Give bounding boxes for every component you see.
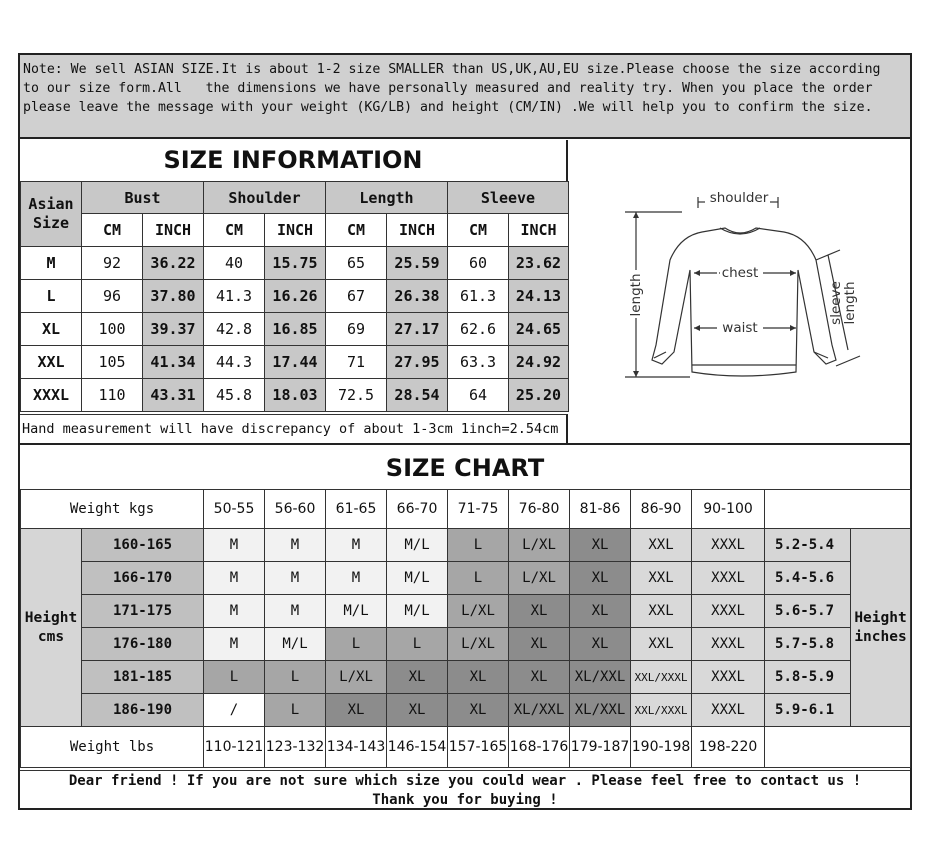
size-recommendation: M — [265, 562, 326, 595]
cm-value: 110 — [82, 379, 143, 412]
size-recommendation: L — [265, 694, 326, 727]
size-recommendation: M — [204, 562, 265, 595]
height-inch-range: 5.6-5.7 — [765, 595, 851, 628]
size-recommendation: XXXL — [692, 562, 765, 595]
height-inch-range: 5.7-5.8 — [765, 628, 851, 661]
height-cm-range: 186-190 — [82, 694, 204, 727]
inch-value: 43.31 — [143, 379, 204, 412]
size-row — [21, 313, 569, 346]
size-information-table — [20, 181, 569, 412]
height-cm-range: 171-175 — [82, 595, 204, 628]
weight-kgs-value: 86-90 — [631, 490, 692, 529]
size-recommendation: XXL — [631, 529, 692, 562]
inch-value: 25.20 — [509, 379, 569, 412]
weight-kgs-value: 76-80 — [509, 490, 570, 529]
weight-lbs-value: 168-176 — [509, 727, 570, 768]
inch-value: 27.17 — [387, 313, 448, 346]
size-recommendation: XXXL — [692, 628, 765, 661]
height-cm-range: 160-165 — [82, 529, 204, 562]
size-recommendation: XL/XXL — [509, 694, 570, 727]
size-recommendation: XL — [448, 694, 509, 727]
waist-label: waist — [722, 320, 758, 336]
size-recommendation: M/L — [326, 595, 387, 628]
unit-inch: INCH — [387, 214, 448, 247]
size-chart-table — [20, 489, 911, 768]
cm-value: 65 — [326, 247, 387, 280]
size-recommendation: L — [204, 661, 265, 694]
cm-value: 67 — [326, 280, 387, 313]
size-recommendation: L/XL — [509, 529, 570, 562]
shoulder-label: shoulder — [709, 190, 769, 206]
sweater-diagram — [570, 140, 910, 443]
size-recommendation: M — [204, 595, 265, 628]
size-recommendation: XXL/XXXL — [631, 661, 692, 694]
size-recommendation: XXXL — [692, 661, 765, 694]
size-recommendation: M — [204, 628, 265, 661]
cm-value: 62.6 — [448, 313, 509, 346]
unit-inch: INCH — [509, 214, 569, 247]
height-row — [21, 529, 911, 562]
height-inch-range: 5.4-5.6 — [765, 562, 851, 595]
cm-value: 40 — [204, 247, 265, 280]
blank-cell — [765, 727, 911, 768]
unit-cm: CM — [82, 214, 143, 247]
height-cms-label: Height cms — [21, 529, 82, 727]
size-recommendation: L — [265, 661, 326, 694]
size-recommendation: XL — [570, 628, 631, 661]
height-inches-label: Height inches — [851, 529, 911, 727]
size-recommendation: XXL — [631, 595, 692, 628]
size-recommendation: L/XL — [509, 562, 570, 595]
height-cm-range: 181-185 — [82, 661, 204, 694]
weight-lbs-label: Weight lbs — [21, 727, 204, 768]
weight-kgs-value: 66-70 — [387, 490, 448, 529]
size-label: XXL — [21, 346, 82, 379]
inch-value: 17.44 — [265, 346, 326, 379]
size-row — [21, 379, 569, 412]
height-inch-range: 5.8-5.9 — [765, 661, 851, 694]
size-recommendation: XL — [570, 595, 631, 628]
chest-label: chest — [721, 265, 759, 281]
size-label: M — [21, 247, 82, 280]
size-recommendation: M/L — [387, 595, 448, 628]
size-recommendation: M/L — [387, 562, 448, 595]
cm-value: 96 — [82, 280, 143, 313]
size-recommendation: M — [265, 595, 326, 628]
weight-lbs-value: 179-187 — [570, 727, 631, 768]
sweater-illustration — [570, 140, 910, 443]
size-recommendation: L — [448, 562, 509, 595]
size-label: L — [21, 280, 82, 313]
size-recommendation: XXL — [631, 628, 692, 661]
height-row — [21, 694, 911, 727]
inch-value: 25.59 — [387, 247, 448, 280]
cm-value: 64 — [448, 379, 509, 412]
unit-cm: CM — [326, 214, 387, 247]
footer-line-2: Thank you for buying ! — [372, 792, 558, 808]
sleeve-label-2: length — [842, 281, 858, 325]
weight-lbs-value: 134-143 — [326, 727, 387, 768]
height-row — [21, 628, 911, 661]
unit-cm: CM — [204, 214, 265, 247]
unit-inch: INCH — [265, 214, 326, 247]
cm-value: 42.8 — [204, 313, 265, 346]
height-inch-range: 5.9-6.1 — [765, 694, 851, 727]
cm-value: 100 — [82, 313, 143, 346]
cm-value: 71 — [326, 346, 387, 379]
cm-value: 69 — [326, 313, 387, 346]
size-recommendation: XXXL — [692, 529, 765, 562]
weight-kgs-value: 61-65 — [326, 490, 387, 529]
cm-value: 105 — [82, 346, 143, 379]
inch-value: 36.22 — [143, 247, 204, 280]
weight-lbs-value: 123-132 — [265, 727, 326, 768]
size-row — [21, 247, 569, 280]
inch-value: 23.62 — [509, 247, 569, 280]
weight-kgs-value: 50-55 — [204, 490, 265, 529]
cm-value: 72.5 — [326, 379, 387, 412]
shoulder-header: Shoulder — [204, 182, 326, 214]
cm-value: 92 — [82, 247, 143, 280]
size-recommendation: M — [326, 529, 387, 562]
sweater-outline — [652, 228, 836, 376]
weight-kgs-value: 81-86 — [570, 490, 631, 529]
size-recommendation: M/L — [387, 529, 448, 562]
weight-kgs-value: 71-75 — [448, 490, 509, 529]
hand-measurement-note: Hand measurement will have discrepancy of about 1-3cm 1inch=2.54cm — [20, 414, 568, 443]
size-row — [21, 280, 569, 313]
size-recommendation: M — [265, 529, 326, 562]
size-note: Note: We sell ASIAN SIZE.It is about 1-2 size SMALLER than US,UK,AU,EU size.Please choose the size according to our size form.All the dimensions we have personally measured and reality try. When you place the order please leave the message with your weight (KG/LB) and height (CM/IN) .We will help you to confirm the size. — [20, 55, 910, 139]
sleeve-label-1: sleeve — [828, 281, 844, 325]
weight-lbs-value: 146-154 — [387, 727, 448, 768]
size-recommendation: XL — [509, 595, 570, 628]
cm-value: 45.8 — [204, 379, 265, 412]
inch-value: 24.92 — [509, 346, 569, 379]
height-cm-range: 166-170 — [82, 562, 204, 595]
size-recommendation: XXXL — [692, 694, 765, 727]
size-label: XXXL — [21, 379, 82, 412]
size-recommendation: L/XL — [448, 628, 509, 661]
size-recommendation: XXXL — [692, 595, 765, 628]
size-recommendation: XL — [509, 661, 570, 694]
cm-value: 44.3 — [204, 346, 265, 379]
size-recommendation: L — [448, 529, 509, 562]
unit-cm: CM — [448, 214, 509, 247]
size-recommendation: XL — [387, 661, 448, 694]
weight-kgs-value: 56-60 — [265, 490, 326, 529]
size-recommendation: XXL — [631, 562, 692, 595]
size-recommendation: XL — [326, 694, 387, 727]
size-recommendation: XL/XXL — [570, 694, 631, 727]
inch-value: 39.37 — [143, 313, 204, 346]
size-recommendation: XXL/XXXL — [631, 694, 692, 727]
size-recommendation: XL — [570, 529, 631, 562]
cm-value: 63.3 — [448, 346, 509, 379]
size-recommendation: L — [387, 628, 448, 661]
inch-value: 28.54 — [387, 379, 448, 412]
size-recommendation: XL — [509, 628, 570, 661]
size-recommendation: XL/XXL — [570, 661, 631, 694]
size-recommendation: M/L — [265, 628, 326, 661]
size-recommendation: / — [204, 694, 265, 727]
size-recommendation: XL — [570, 562, 631, 595]
asian-size-header: Asian Size — [21, 182, 82, 247]
sleeve-header: Sleeve — [448, 182, 569, 214]
inch-value: 16.85 — [265, 313, 326, 346]
inch-value: 15.75 — [265, 247, 326, 280]
size-chart-title: SIZE CHART — [20, 443, 910, 489]
cm-value: 61.3 — [448, 280, 509, 313]
size-recommendation: L/XL — [448, 595, 509, 628]
size-recommendation: XL — [448, 661, 509, 694]
size-recommendation: XL — [387, 694, 448, 727]
inch-value: 24.13 — [509, 280, 569, 313]
size-recommendation: L/XL — [326, 661, 387, 694]
height-row — [21, 661, 911, 694]
inch-value: 27.95 — [387, 346, 448, 379]
size-recommendation: M — [204, 529, 265, 562]
weight-kgs-label: Weight kgs — [21, 490, 204, 529]
inch-value: 24.65 — [509, 313, 569, 346]
footer-line-1: Dear friend ! If you are not sure which size you could wear . Please feel free to contact us ! — [68, 773, 862, 789]
size-row — [21, 346, 569, 379]
inch-value: 16.26 — [265, 280, 326, 313]
weight-lbs-value: 157-165 — [448, 727, 509, 768]
size-recommendation: L — [326, 628, 387, 661]
inch-value: 26.38 — [387, 280, 448, 313]
bust-header: Bust — [82, 182, 204, 214]
weight-lbs-value: 198-220 — [692, 727, 765, 768]
inch-value: 18.03 — [265, 379, 326, 412]
weight-lbs-value: 110-121 — [204, 727, 265, 768]
inch-value: 41.34 — [143, 346, 204, 379]
inch-value: 37.80 — [143, 280, 204, 313]
height-inch-range: 5.2-5.4 — [765, 529, 851, 562]
weight-lbs-value: 190-198 — [631, 727, 692, 768]
cm-value: 60 — [448, 247, 509, 280]
weight-kgs-value: 90-100 — [692, 490, 765, 529]
footer-message — [20, 770, 910, 808]
unit-inch: INCH — [143, 214, 204, 247]
cm-value: 41.3 — [204, 280, 265, 313]
size-information-title: SIZE INFORMATION — [20, 140, 568, 181]
blank-cell — [765, 490, 911, 529]
length-label: length — [628, 273, 644, 317]
height-cm-range: 176-180 — [82, 628, 204, 661]
size-recommendation: M — [326, 562, 387, 595]
size-label: XL — [21, 313, 82, 346]
height-row — [21, 562, 911, 595]
height-row — [21, 595, 911, 628]
length-header: Length — [326, 182, 448, 214]
